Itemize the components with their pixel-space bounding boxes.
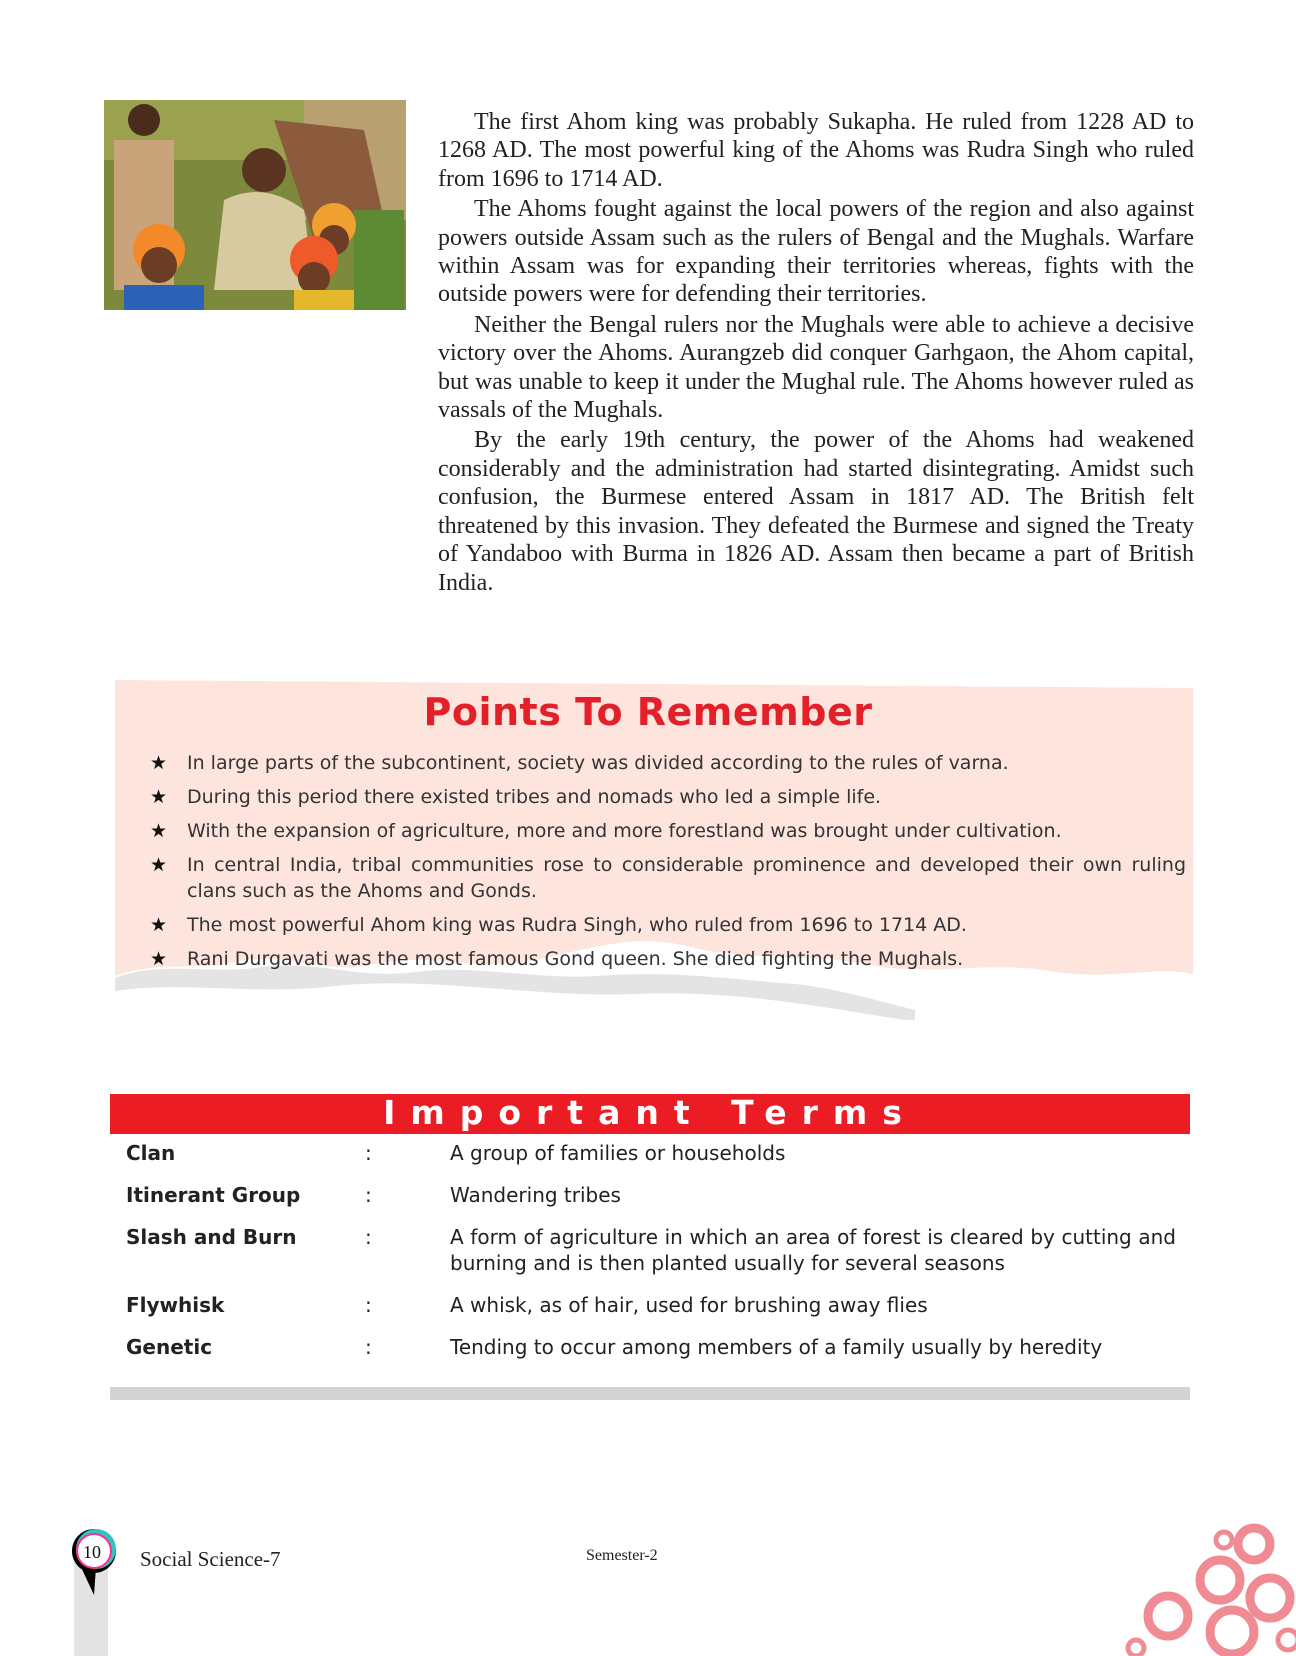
semester-label: Semester-2 bbox=[586, 1547, 658, 1564]
star-icon: ★ bbox=[150, 752, 168, 774]
star-icon: ★ bbox=[150, 948, 168, 970]
term-separator: : bbox=[365, 1141, 372, 1165]
term-name: Clan bbox=[126, 1141, 176, 1165]
body-paragraph: The first Ahom king was probably Sukapha. He ruled from 1228 AD to 1268 AD. The most powerful king of the Ahoms was Rudra Singh who ruled from 1696 to 1714 AD. bbox=[438, 109, 1194, 192]
terms-table bbox=[110, 1140, 1190, 1376]
table-row bbox=[110, 1182, 1190, 1208]
list-item bbox=[150, 784, 1186, 810]
term-name: Itinerant Group bbox=[126, 1183, 301, 1207]
points-list bbox=[150, 750, 1186, 980]
list-item bbox=[150, 818, 1186, 844]
term-name: Slash and Burn bbox=[126, 1225, 297, 1249]
point-text: The most powerful Ahom king was Rudra Singh, who ruled from 1696 to 1714 AD. bbox=[187, 914, 967, 936]
term-name: Flywhisk bbox=[126, 1293, 225, 1317]
point-text: With the expansion of agriculture, more and more forestland was brought under cultivation. bbox=[187, 820, 1062, 842]
star-icon: ★ bbox=[150, 786, 168, 808]
point-text: During this period there existed tribes and nomads who led a simple life. bbox=[187, 786, 882, 808]
body-text bbox=[438, 108, 1194, 599]
list-item bbox=[150, 852, 1186, 904]
term-definition: Tending to occur among members of a family usually by heredity bbox=[450, 1335, 1103, 1359]
terms-bottom-bar bbox=[110, 1387, 1190, 1400]
point-text: Rani Durgavati was the most famous Gond queen. She died fighting the Mughals. bbox=[187, 948, 964, 970]
list-item bbox=[150, 912, 1186, 938]
important-terms-header: Important Terms bbox=[110, 1094, 1190, 1132]
list-item bbox=[150, 750, 1186, 776]
body-paragraph: The Ahoms fought against the local powers of the region and also against powers outside Assam such as the rulers of Bengal and the Mughals. Warfare within Assam was for expanding their territories whereas, fights with the outside powers were for defending their territories. bbox=[438, 196, 1194, 308]
body-paragraph: By the early 19th century, the power of the Ahoms had weakened considerably and the administration had started disintegrating. Amidst such confusion, the Burmese entered Assam in 1817 AD. The British felt threatened by this invasion. They defeated the Burmese and signed the Treaty of Yandaboo with Burma in 1826 AD. Assam then became a part of British India. bbox=[438, 427, 1194, 596]
term-separator: : bbox=[365, 1183, 372, 1207]
term-name: Genetic bbox=[126, 1335, 213, 1359]
page-number: 10 bbox=[83, 1542, 101, 1562]
points-title: Points To Remember bbox=[423, 690, 873, 734]
star-icon: ★ bbox=[150, 914, 168, 936]
term-separator: : bbox=[365, 1225, 372, 1249]
star-icon: ★ bbox=[150, 820, 168, 842]
point-text: In large parts of the subcontinent, society was divided according to the rules of varna. bbox=[187, 752, 1009, 774]
star-icon: ★ bbox=[150, 854, 168, 876]
table-row bbox=[110, 1224, 1190, 1276]
term-definition: Wandering tribes bbox=[450, 1183, 621, 1207]
list-item bbox=[150, 946, 1186, 972]
table-row bbox=[110, 1334, 1190, 1360]
term-separator: : bbox=[365, 1335, 372, 1359]
table-row bbox=[110, 1140, 1190, 1166]
term-definition: A whisk, as of hair, used for brushing away flies bbox=[450, 1293, 928, 1317]
table-row bbox=[110, 1292, 1190, 1318]
term-separator: : bbox=[365, 1293, 372, 1317]
body-paragraph: Neither the Bengal rulers nor the Mughals were able to achieve a decisive victory over the Ahoms. Aurangzeb did conquer Garhgaon, the Ahom capital, but was unable to keep it under the Mughal rule. The Ahoms however ruled as vassals of the Mughals. bbox=[438, 311, 1194, 424]
term-definition: A form of agriculture in which an area of forest is cleared by cutting and burning and is then planted usually for several seasons bbox=[450, 1225, 1176, 1275]
terms-header-divider bbox=[110, 1132, 1190, 1134]
book-name: Social Science-7 bbox=[140, 1547, 281, 1571]
tribal-people-photo bbox=[104, 100, 406, 310]
point-text: In central India, tribal communities rose to considerable prominence and developed their own ruling clans such as the Ahoms and Gonds. bbox=[187, 854, 1186, 902]
decorative-circles-icon bbox=[1120, 1520, 1296, 1656]
term-definition: A group of families or households bbox=[450, 1141, 786, 1165]
